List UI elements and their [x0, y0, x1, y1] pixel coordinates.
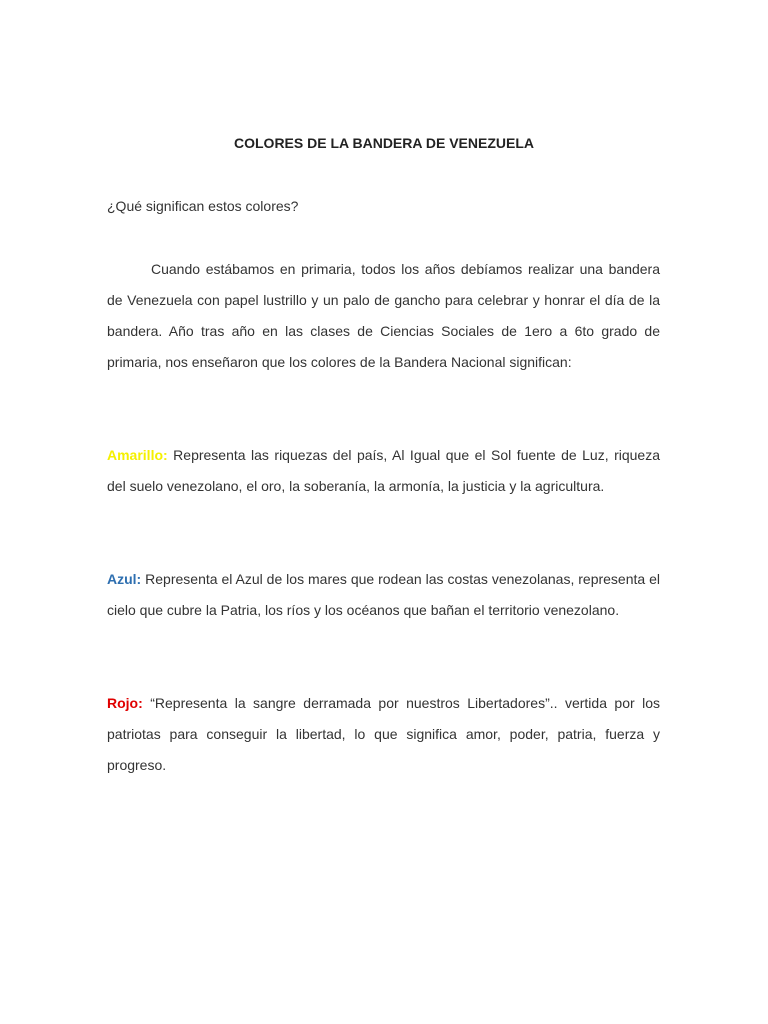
amarillo-paragraph — [107, 440, 660, 502]
question-heading: ¿Qué significan estos colores? — [107, 198, 299, 214]
rojo-label: Rojo: — [107, 695, 143, 711]
amarillo-label: Amarillo: — [107, 447, 168, 463]
document-title: COLORES DE LA BANDERA DE VENEZUELA — [234, 135, 534, 151]
azul-paragraph — [107, 564, 660, 626]
azul-label: Azul: — [107, 571, 142, 587]
azul-text: Representa el Azul de los mares que rodean las costas venezolanas, representa el cielo que cubre la Patria, los ríos y los océanos que bañan el territorio venezolano. — [107, 571, 661, 618]
rojo-text: “Representa la sangre derramada por nuestros Libertadores”.. vertida por los patriotas para conseguir la libertad, lo que significa amor, poder, patria, fuerza y progreso. — [107, 695, 661, 773]
amarillo-text: Representa las riquezas del país, Al Igual que el Sol fuente de Luz, riqueza del suelo venezolano, el oro, la soberanía, la armonía, la justicia y la agricultura. — [107, 447, 660, 494]
intro-paragraph: Cuando estábamos en primaria, todos los años debíamos realizar una bandera de Venezuela con papel lustrillo y un palo de gancho para celebrar y honrar el día de la bandera. Año tras año en las clases de Ciencias Sociales de 1ero a 6to grado de primaria, nos enseñaron que los colores de la Bandera Nacional significan: — [107, 261, 660, 370]
rojo-paragraph — [107, 688, 660, 781]
